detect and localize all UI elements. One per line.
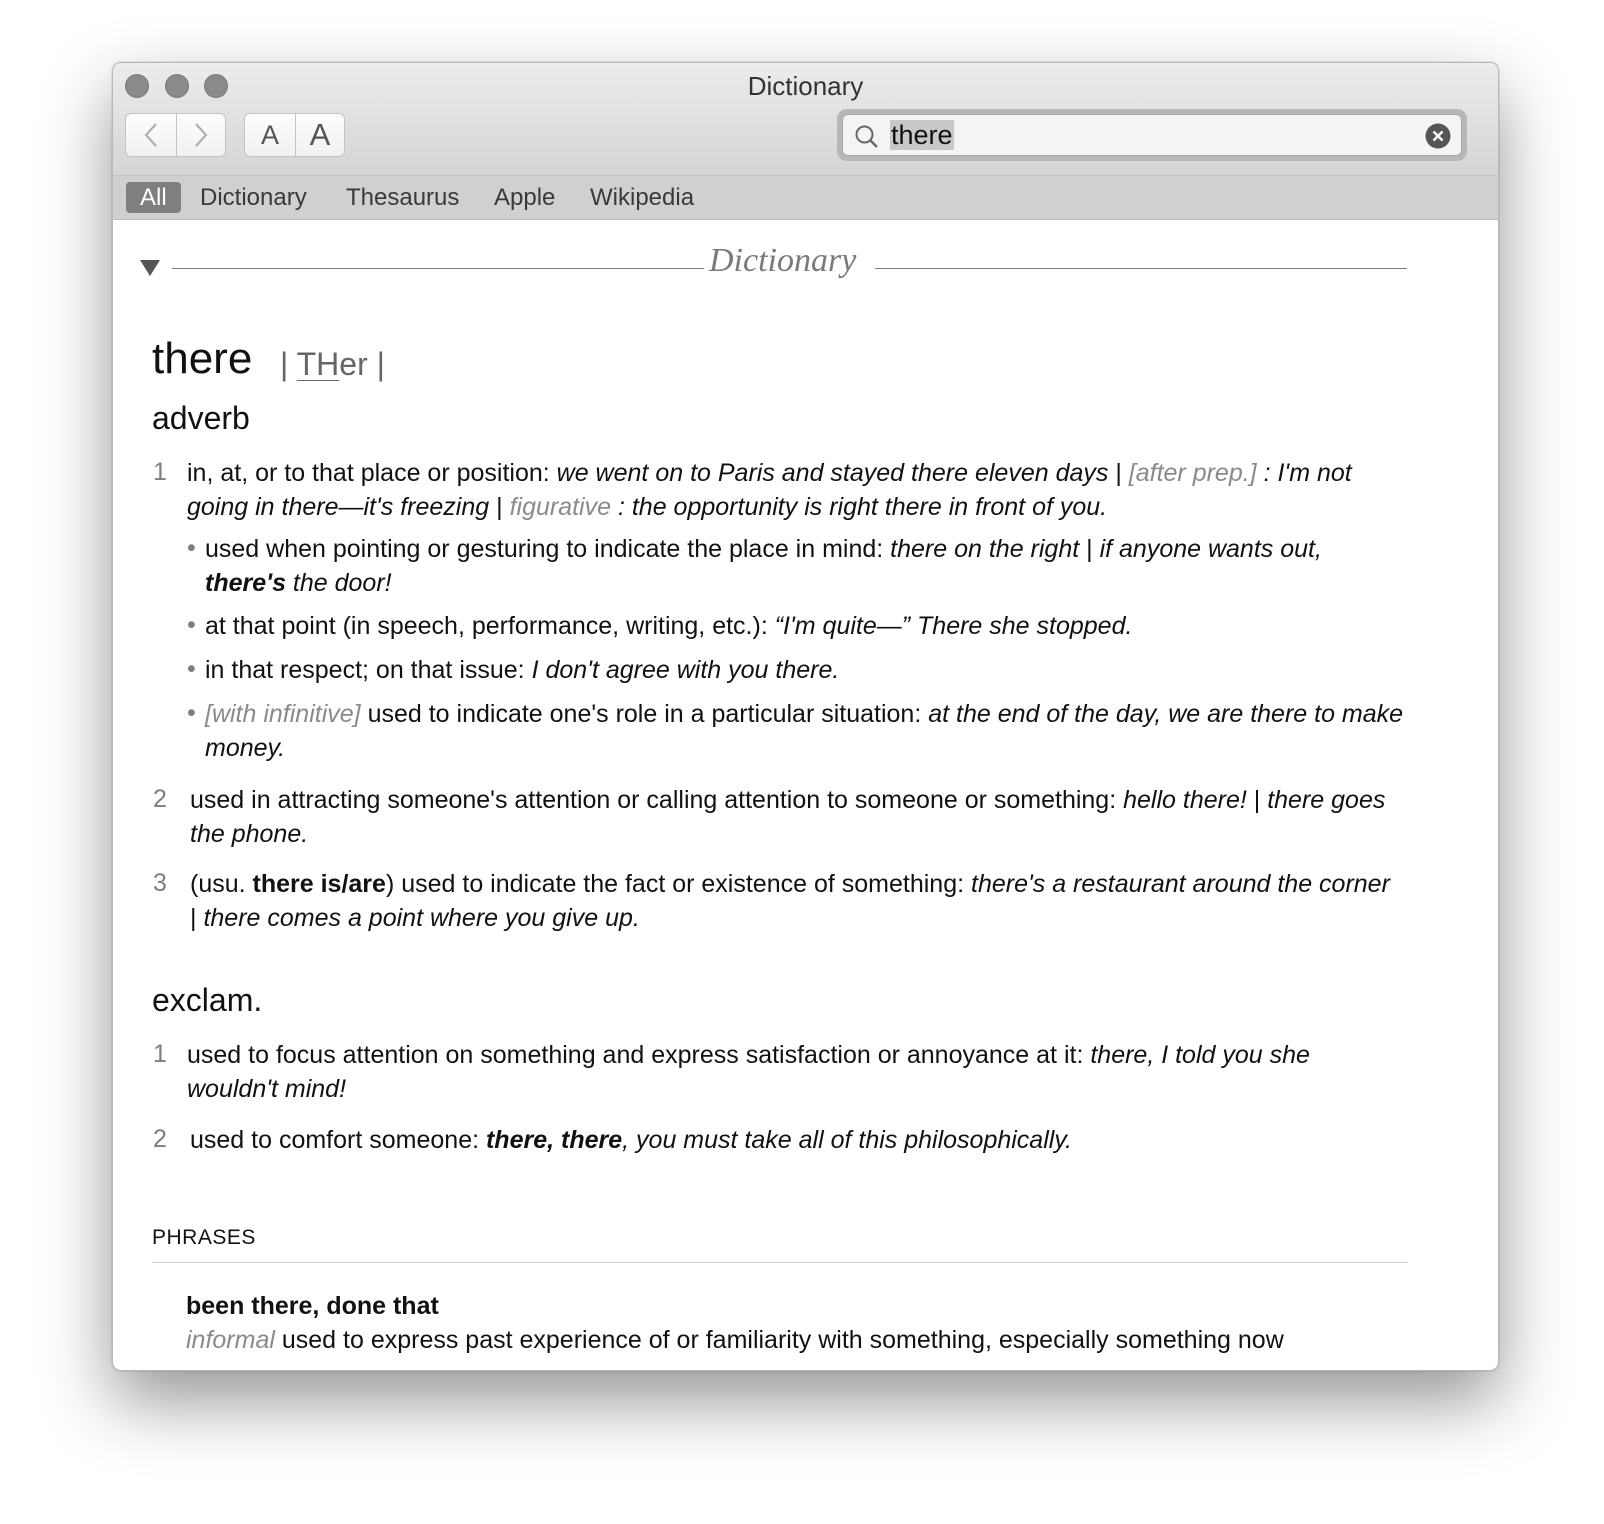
back-button[interactable]: [125, 113, 177, 157]
phrases-divider: [152, 1262, 1408, 1263]
bullet: •: [187, 611, 196, 639]
entry-content: [113, 220, 1498, 1370]
bullet: •: [187, 534, 196, 562]
example-text: we went on to Paris and stayed there eleven days: [556, 459, 1109, 487]
part-of-speech-adverb: adverb: [152, 400, 250, 436]
example-bold-text: there's: [205, 569, 286, 597]
def-text: used to comfort someone:: [190, 1126, 486, 1154]
section-title: Dictionary: [709, 242, 857, 279]
register-label: figurative: [509, 493, 612, 521]
def-text: in, at, or to that place or position:: [187, 459, 557, 487]
def-text: ) used to indicate the fact or existence of something:: [385, 870, 971, 898]
definition-adverb-3: [190, 867, 1400, 935]
disclosure-triangle-icon[interactable]: [139, 259, 161, 277]
example-bold-text: there, there: [485, 1126, 623, 1154]
search-field[interactable]: [842, 114, 1462, 156]
example-text: , you must take all of this philosophically.: [622, 1126, 1072, 1154]
scope-dictionary[interactable]: Dictionary: [200, 184, 307, 211]
grammar-label: [with infinitive]: [205, 700, 361, 728]
scope-bar: [113, 175, 1498, 220]
headword: there: [152, 334, 253, 383]
scope-apple[interactable]: Apple: [494, 184, 556, 211]
register-label: informal: [186, 1326, 275, 1354]
subsense-3: [205, 653, 1415, 687]
def-text: at that point (in speech, performance, writing, etc.):: [205, 612, 775, 640]
font-smaller-button[interactable]: A: [244, 113, 296, 157]
definition-adverb-1: [187, 456, 1419, 524]
phrase-headword: been there, done that: [186, 1292, 439, 1320]
example-text: hello there!: [1123, 786, 1247, 814]
def-text: used to indicate one's role in a particular situation:: [360, 700, 929, 728]
section-rule-right: [875, 268, 1407, 269]
subsense-4: [205, 697, 1419, 765]
separator: |: [1108, 459, 1129, 487]
chevron-right-icon: [193, 122, 209, 148]
definition-exclam-2: [190, 1123, 1400, 1157]
example-text: there comes a point where you give up.: [203, 904, 640, 932]
sense-number: 2: [153, 785, 167, 813]
sense-number: 1: [153, 458, 167, 486]
def-text: used to express past experience of or familiarity with something, especially something now: [274, 1326, 1284, 1354]
separator: |: [190, 904, 204, 932]
example-text: if anyone wants out,: [1099, 535, 1322, 563]
separator: |: [1079, 535, 1100, 563]
def-text: in that respect; on that issue:: [205, 656, 532, 684]
example-text: the door!: [285, 569, 392, 597]
definition-adverb-2: [190, 783, 1390, 851]
bullet: •: [187, 699, 196, 727]
phrase-definition: [186, 1326, 1284, 1355]
example-text: there, I told you she wouldn't mind!: [187, 1041, 1310, 1103]
font-larger-button[interactable]: A: [295, 113, 345, 157]
scope-all[interactable]: All: [126, 182, 181, 213]
example-text: there goes the phone.: [190, 786, 1386, 848]
separator: |: [1246, 786, 1268, 814]
titlebar: [113, 63, 1498, 175]
pronunciation: [280, 346, 385, 383]
example-text: I don't agree with you there.: [531, 656, 840, 684]
forward-button[interactable]: [176, 113, 226, 157]
sense-number: 1: [153, 1040, 167, 1068]
subsense-2: [205, 609, 1415, 643]
separator: |: [489, 493, 510, 521]
def-text: used to focus attention on something and express satisfaction or annoyance at it:: [187, 1041, 1091, 1069]
bold-form: there is/are: [252, 870, 386, 898]
example-text: there on the right: [890, 535, 1080, 563]
example-text: there's a restaurant around the corner: [971, 870, 1390, 898]
search-input[interactable]: there: [891, 120, 953, 150]
def-text: (usu.: [190, 870, 253, 898]
pron-phonetic: TH: [296, 346, 340, 382]
pron-bar-close: |: [367, 346, 385, 382]
bullet: •: [187, 655, 196, 683]
example-text: at the end of the day, we are there to make money.: [205, 700, 1404, 762]
pron-rest: er: [339, 346, 368, 382]
magnifier-icon: [854, 124, 880, 150]
phrases-heading: PHRASES: [152, 1226, 256, 1249]
sense-number: 2: [153, 1125, 167, 1153]
section-rule-left: [172, 268, 704, 269]
example-text: : the opportunity is right there in front of you.: [611, 493, 1108, 521]
example-text: “I'm quite—” There she stopped.: [774, 612, 1133, 640]
scope-thesaurus[interactable]: Thesaurus: [346, 184, 460, 211]
def-text: used in attracting someone's attention or calling attention to someone or something:: [190, 786, 1124, 814]
window-title: Dictionary: [747, 71, 864, 101]
pron-bar-open: |: [280, 346, 297, 382]
part-of-speech-exclamation: exclam.: [152, 982, 263, 1018]
example-text: : I'm not going in there—it's freezing: [187, 459, 1352, 521]
dictionary-window: [112, 62, 1499, 1371]
grammar-label: [after prep.]: [1128, 459, 1257, 487]
sense-number: 3: [153, 869, 167, 897]
chevron-left-icon: [143, 122, 159, 148]
subsense-1: [205, 532, 1385, 600]
scope-wikipedia[interactable]: Wikipedia: [590, 184, 695, 211]
def-text: used when pointing or gesturing to indicate the place in mind:: [205, 535, 891, 563]
clear-circle-icon[interactable]: [1425, 123, 1451, 149]
definition-exclam-1: [187, 1038, 1399, 1106]
